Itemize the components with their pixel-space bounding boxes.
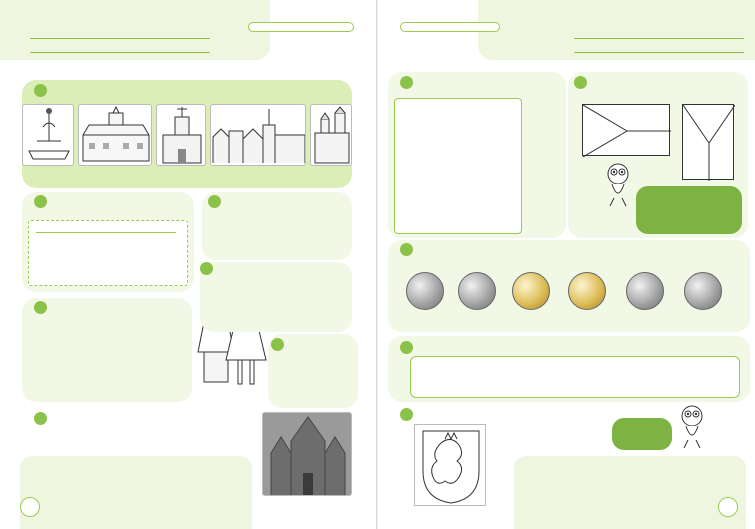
church-image <box>156 104 206 166</box>
emblem-lion-outline[interactable] <box>414 424 486 506</box>
cutout-area[interactable] <box>28 220 188 286</box>
left-footer <box>20 456 252 529</box>
crown-hint-speech <box>612 418 672 450</box>
exercise-number <box>400 76 413 89</box>
exercise-3-panel <box>202 192 352 260</box>
coin-3[interactable] <box>512 272 550 310</box>
left-page <box>0 0 377 529</box>
exercise-number <box>400 341 413 354</box>
coin-2[interactable] <box>458 272 496 310</box>
cathedral-photo <box>262 412 352 496</box>
coin-4[interactable] <box>568 272 606 310</box>
flag-hint-speech <box>636 186 742 234</box>
title-band <box>0 0 270 60</box>
page-number <box>20 497 40 517</box>
exercise-number <box>34 301 47 314</box>
exercise-number <box>34 195 47 208</box>
coin-1[interactable] <box>406 272 444 310</box>
exercise-number <box>200 262 213 275</box>
nonsense-text-box[interactable] <box>410 356 740 398</box>
right-footer <box>514 456 746 529</box>
question-bubble <box>248 22 354 32</box>
hymn-box <box>394 98 522 234</box>
exercise-4-panel <box>22 298 192 402</box>
exercise-number <box>400 243 413 256</box>
fountain-image <box>22 104 74 166</box>
coin-6[interactable] <box>684 272 722 310</box>
zetik-character <box>602 160 634 208</box>
exercise-number <box>34 84 47 97</box>
exercise-number <box>574 76 587 89</box>
flag-outline-vertical[interactable] <box>682 104 734 180</box>
zetik-character <box>676 402 708 450</box>
exercise-5-panel <box>200 262 352 332</box>
title-band <box>478 0 755 60</box>
chateau-image <box>78 104 152 166</box>
castle-image <box>310 104 352 166</box>
exercise-number <box>271 338 284 351</box>
exercise-number <box>208 195 221 208</box>
coin-5[interactable] <box>626 272 664 310</box>
exercise-number <box>400 408 413 421</box>
question-bubble <box>400 22 500 32</box>
square-image <box>210 104 306 166</box>
page-number <box>718 497 738 517</box>
flag-outline-horizontal[interactable] <box>582 104 670 156</box>
right-page <box>378 0 755 529</box>
exercise-number <box>34 412 47 425</box>
